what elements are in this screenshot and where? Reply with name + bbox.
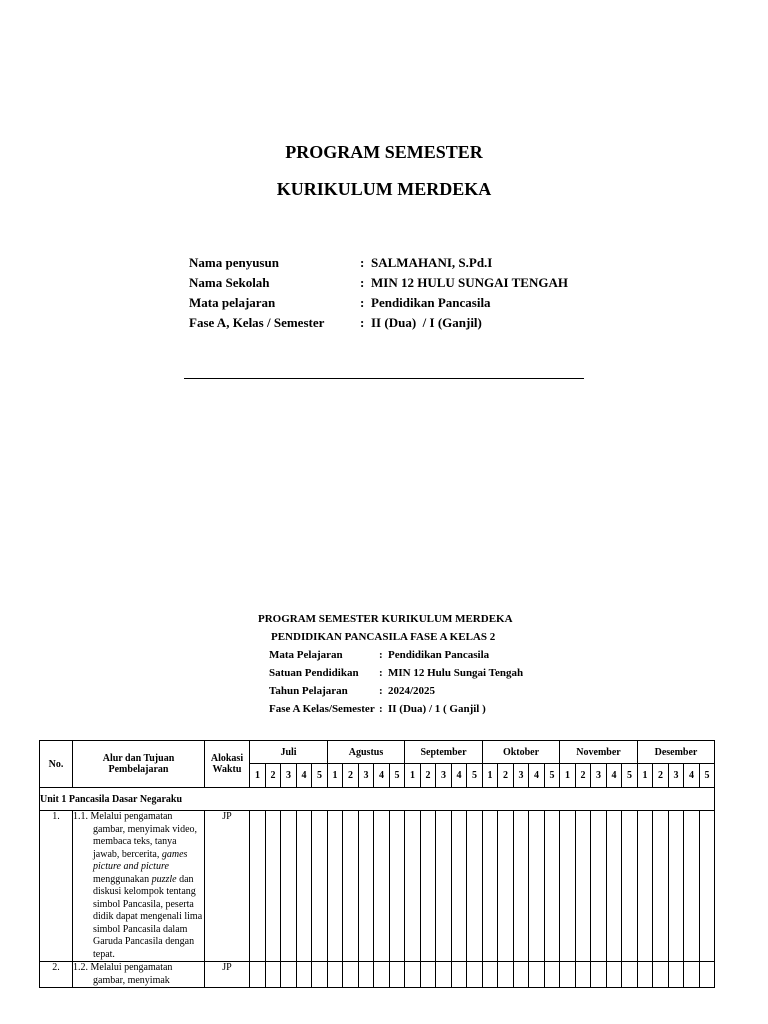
week-header: 5	[700, 764, 715, 788]
learning-objective: 1.2. Melalui pengamatan gambar, menyimak	[73, 962, 205, 988]
week-header: 2	[421, 764, 436, 788]
week-header: 1	[405, 764, 421, 788]
doc-subtitle: PENDIDIKAN PANCASILA FASE A KELAS 2	[271, 631, 496, 643]
week-header: 4	[684, 764, 700, 788]
field-colon: :	[360, 255, 365, 270]
field-value: MIN 12 Hulu Sungai Tengah	[388, 667, 524, 679]
week-cell	[529, 962, 545, 988]
doc-info-row	[269, 649, 523, 667]
week-cell	[576, 962, 591, 988]
week-cell	[390, 811, 405, 962]
week-cell	[607, 962, 622, 988]
week-cell	[483, 811, 498, 962]
field-value: 2024/2025	[388, 685, 436, 697]
cover-info	[189, 255, 609, 335]
week-cell	[312, 962, 328, 988]
field-colon: :	[360, 295, 365, 310]
month-header: September	[405, 741, 483, 764]
week-cell	[374, 811, 390, 962]
doc-info-row	[269, 667, 523, 685]
week-cell	[622, 811, 638, 962]
week-cell	[312, 811, 328, 962]
objective-code: 1.2.	[73, 962, 91, 973]
week-header: 4	[452, 764, 467, 788]
week-cell	[700, 962, 715, 988]
week-header: 3	[281, 764, 297, 788]
field-label: Mata pelajaran	[189, 295, 276, 310]
cover-info-row	[189, 255, 609, 275]
alokasi-waktu: JP	[205, 811, 250, 962]
unit-title: Unit 1 Pancasila Dasar Negaraku	[40, 788, 715, 811]
cover-info-row	[189, 275, 609, 295]
cover-info-row	[189, 315, 609, 335]
week-cell	[653, 962, 669, 988]
field-value: II (Dua) / I (Ganjil)	[371, 315, 482, 330]
week-header: 2	[653, 764, 669, 788]
week-cell	[297, 811, 312, 962]
week-cell	[591, 811, 607, 962]
week-cell	[359, 962, 374, 988]
field-value: MIN 12 HULU SUNGAI TENGAH	[371, 275, 568, 290]
field-colon: :	[379, 703, 383, 715]
row-number: 1.	[40, 811, 73, 962]
week-header: 5	[622, 764, 638, 788]
week-header: 2	[498, 764, 514, 788]
field-label: Nama Sekolah	[189, 275, 270, 290]
doc-info-row	[269, 685, 523, 703]
week-header: 1	[560, 764, 576, 788]
week-cell	[281, 962, 297, 988]
week-header: 5	[545, 764, 560, 788]
week-cell	[405, 962, 421, 988]
field-value: II (Dua) / 1 ( Ganjil )	[388, 703, 486, 715]
week-cell	[498, 811, 514, 962]
week-cell	[343, 811, 359, 962]
cover-info-row	[189, 295, 609, 315]
week-cell	[452, 811, 467, 962]
week-cell	[622, 962, 638, 988]
week-cell	[436, 962, 452, 988]
week-cell	[250, 811, 266, 962]
header-no: No.	[40, 741, 73, 788]
week-cell	[452, 962, 467, 988]
week-cell	[266, 811, 281, 962]
month-header: Oktober	[483, 741, 560, 764]
week-header: 3	[436, 764, 452, 788]
week-cell	[467, 811, 483, 962]
week-cell	[467, 962, 483, 988]
week-cell	[700, 811, 715, 962]
field-label: Mata Pelajaran	[269, 649, 343, 661]
cover-divider	[184, 378, 584, 379]
field-label: Tahun Pelajaran	[269, 685, 348, 697]
week-header: 5	[312, 764, 328, 788]
month-header: Juli	[250, 741, 328, 764]
week-cell	[359, 811, 374, 962]
row-number: 2.	[40, 962, 73, 988]
learning-objective: 1.1. Melalui pengamatan gambar, menyimak video, membaca teks, tanya jawab, bercerita, games picture and picture menggunakan puzzle dan diskusi kelompok tentang simbol Pancasila, peserta didik dapat mengenali lima simbol Pancasila dalam Garuda Pancasila dengan tepat.	[73, 811, 205, 962]
week-header: 2	[266, 764, 281, 788]
week-cell	[560, 811, 576, 962]
week-header: 2	[576, 764, 591, 788]
field-value: SALMAHANI, S.Pd.I	[371, 255, 493, 270]
week-cell	[560, 962, 576, 988]
week-cell	[684, 962, 700, 988]
objective-code: 1.1.	[73, 811, 91, 822]
week-cell	[498, 962, 514, 988]
header-alur: Alur dan Tujuan Pembelajaran	[73, 741, 205, 788]
field-colon: :	[379, 649, 383, 661]
week-cell	[436, 811, 452, 962]
field-colon: :	[360, 315, 365, 330]
week-cell	[669, 962, 684, 988]
week-cell	[545, 962, 560, 988]
week-cell	[297, 962, 312, 988]
table-row	[40, 811, 715, 962]
week-cell	[514, 962, 529, 988]
week-header: 4	[297, 764, 312, 788]
week-header: 2	[343, 764, 359, 788]
field-label: Fase A, Kelas / Semester	[189, 315, 325, 330]
week-header: 1	[328, 764, 343, 788]
doc-info	[269, 649, 523, 721]
week-cell	[545, 811, 560, 962]
italic-term: games picture and picture	[93, 848, 188, 872]
week-cell	[374, 962, 390, 988]
week-cell	[638, 962, 653, 988]
month-header: Agustus	[328, 741, 405, 764]
week-cell	[343, 962, 359, 988]
week-cell	[669, 811, 684, 962]
week-header: 3	[591, 764, 607, 788]
week-header: 1	[483, 764, 498, 788]
week-cell	[653, 811, 669, 962]
week-cell	[421, 811, 436, 962]
week-header: 5	[467, 764, 483, 788]
cover-title: PROGRAM SEMESTER	[285, 142, 483, 162]
field-label: Fase A Kelas/Semester	[269, 703, 375, 715]
header-alokasi: Alokasi Waktu	[205, 741, 250, 788]
doc-info-row	[269, 703, 523, 721]
italic-term: puzzle	[151, 873, 177, 885]
month-header: November	[560, 741, 638, 764]
field-label: Nama penyusun	[189, 255, 279, 270]
week-cell	[607, 811, 622, 962]
week-cell	[281, 811, 297, 962]
field-colon: :	[379, 667, 383, 679]
week-cell	[250, 962, 266, 988]
field-label: Satuan Pendidikan	[269, 667, 359, 679]
week-cell	[684, 811, 700, 962]
week-cell	[591, 962, 607, 988]
week-cell	[483, 962, 498, 988]
table-row	[40, 962, 715, 988]
doc-title: PROGRAM SEMESTER KURIKULUM MERDEKA	[258, 613, 513, 625]
week-header: 4	[607, 764, 622, 788]
program-semester-table	[39, 740, 715, 988]
week-header: 4	[374, 764, 390, 788]
week-header: 3	[514, 764, 529, 788]
field-colon: :	[379, 685, 383, 697]
month-header: Desember	[638, 741, 715, 764]
week-header: 1	[250, 764, 266, 788]
cover-subtitle: KURIKULUM MERDEKA	[276, 179, 492, 199]
field-value: Pendidikan Pancasila	[371, 295, 491, 310]
week-header: 5	[390, 764, 405, 788]
field-value: Pendidikan Pancasila	[388, 649, 490, 661]
field-colon: :	[360, 275, 365, 290]
week-cell	[576, 811, 591, 962]
week-cell	[266, 962, 281, 988]
week-cell	[421, 962, 436, 988]
week-cell	[529, 811, 545, 962]
week-cell	[405, 811, 421, 962]
week-cell	[638, 811, 653, 962]
week-cell	[328, 962, 343, 988]
week-header: 1	[638, 764, 653, 788]
week-header: 3	[359, 764, 374, 788]
week-header: 4	[529, 764, 545, 788]
week-cell	[328, 811, 343, 962]
week-header: 3	[669, 764, 684, 788]
alokasi-waktu: JP	[205, 962, 250, 988]
week-cell	[514, 811, 529, 962]
week-cell	[390, 962, 405, 988]
